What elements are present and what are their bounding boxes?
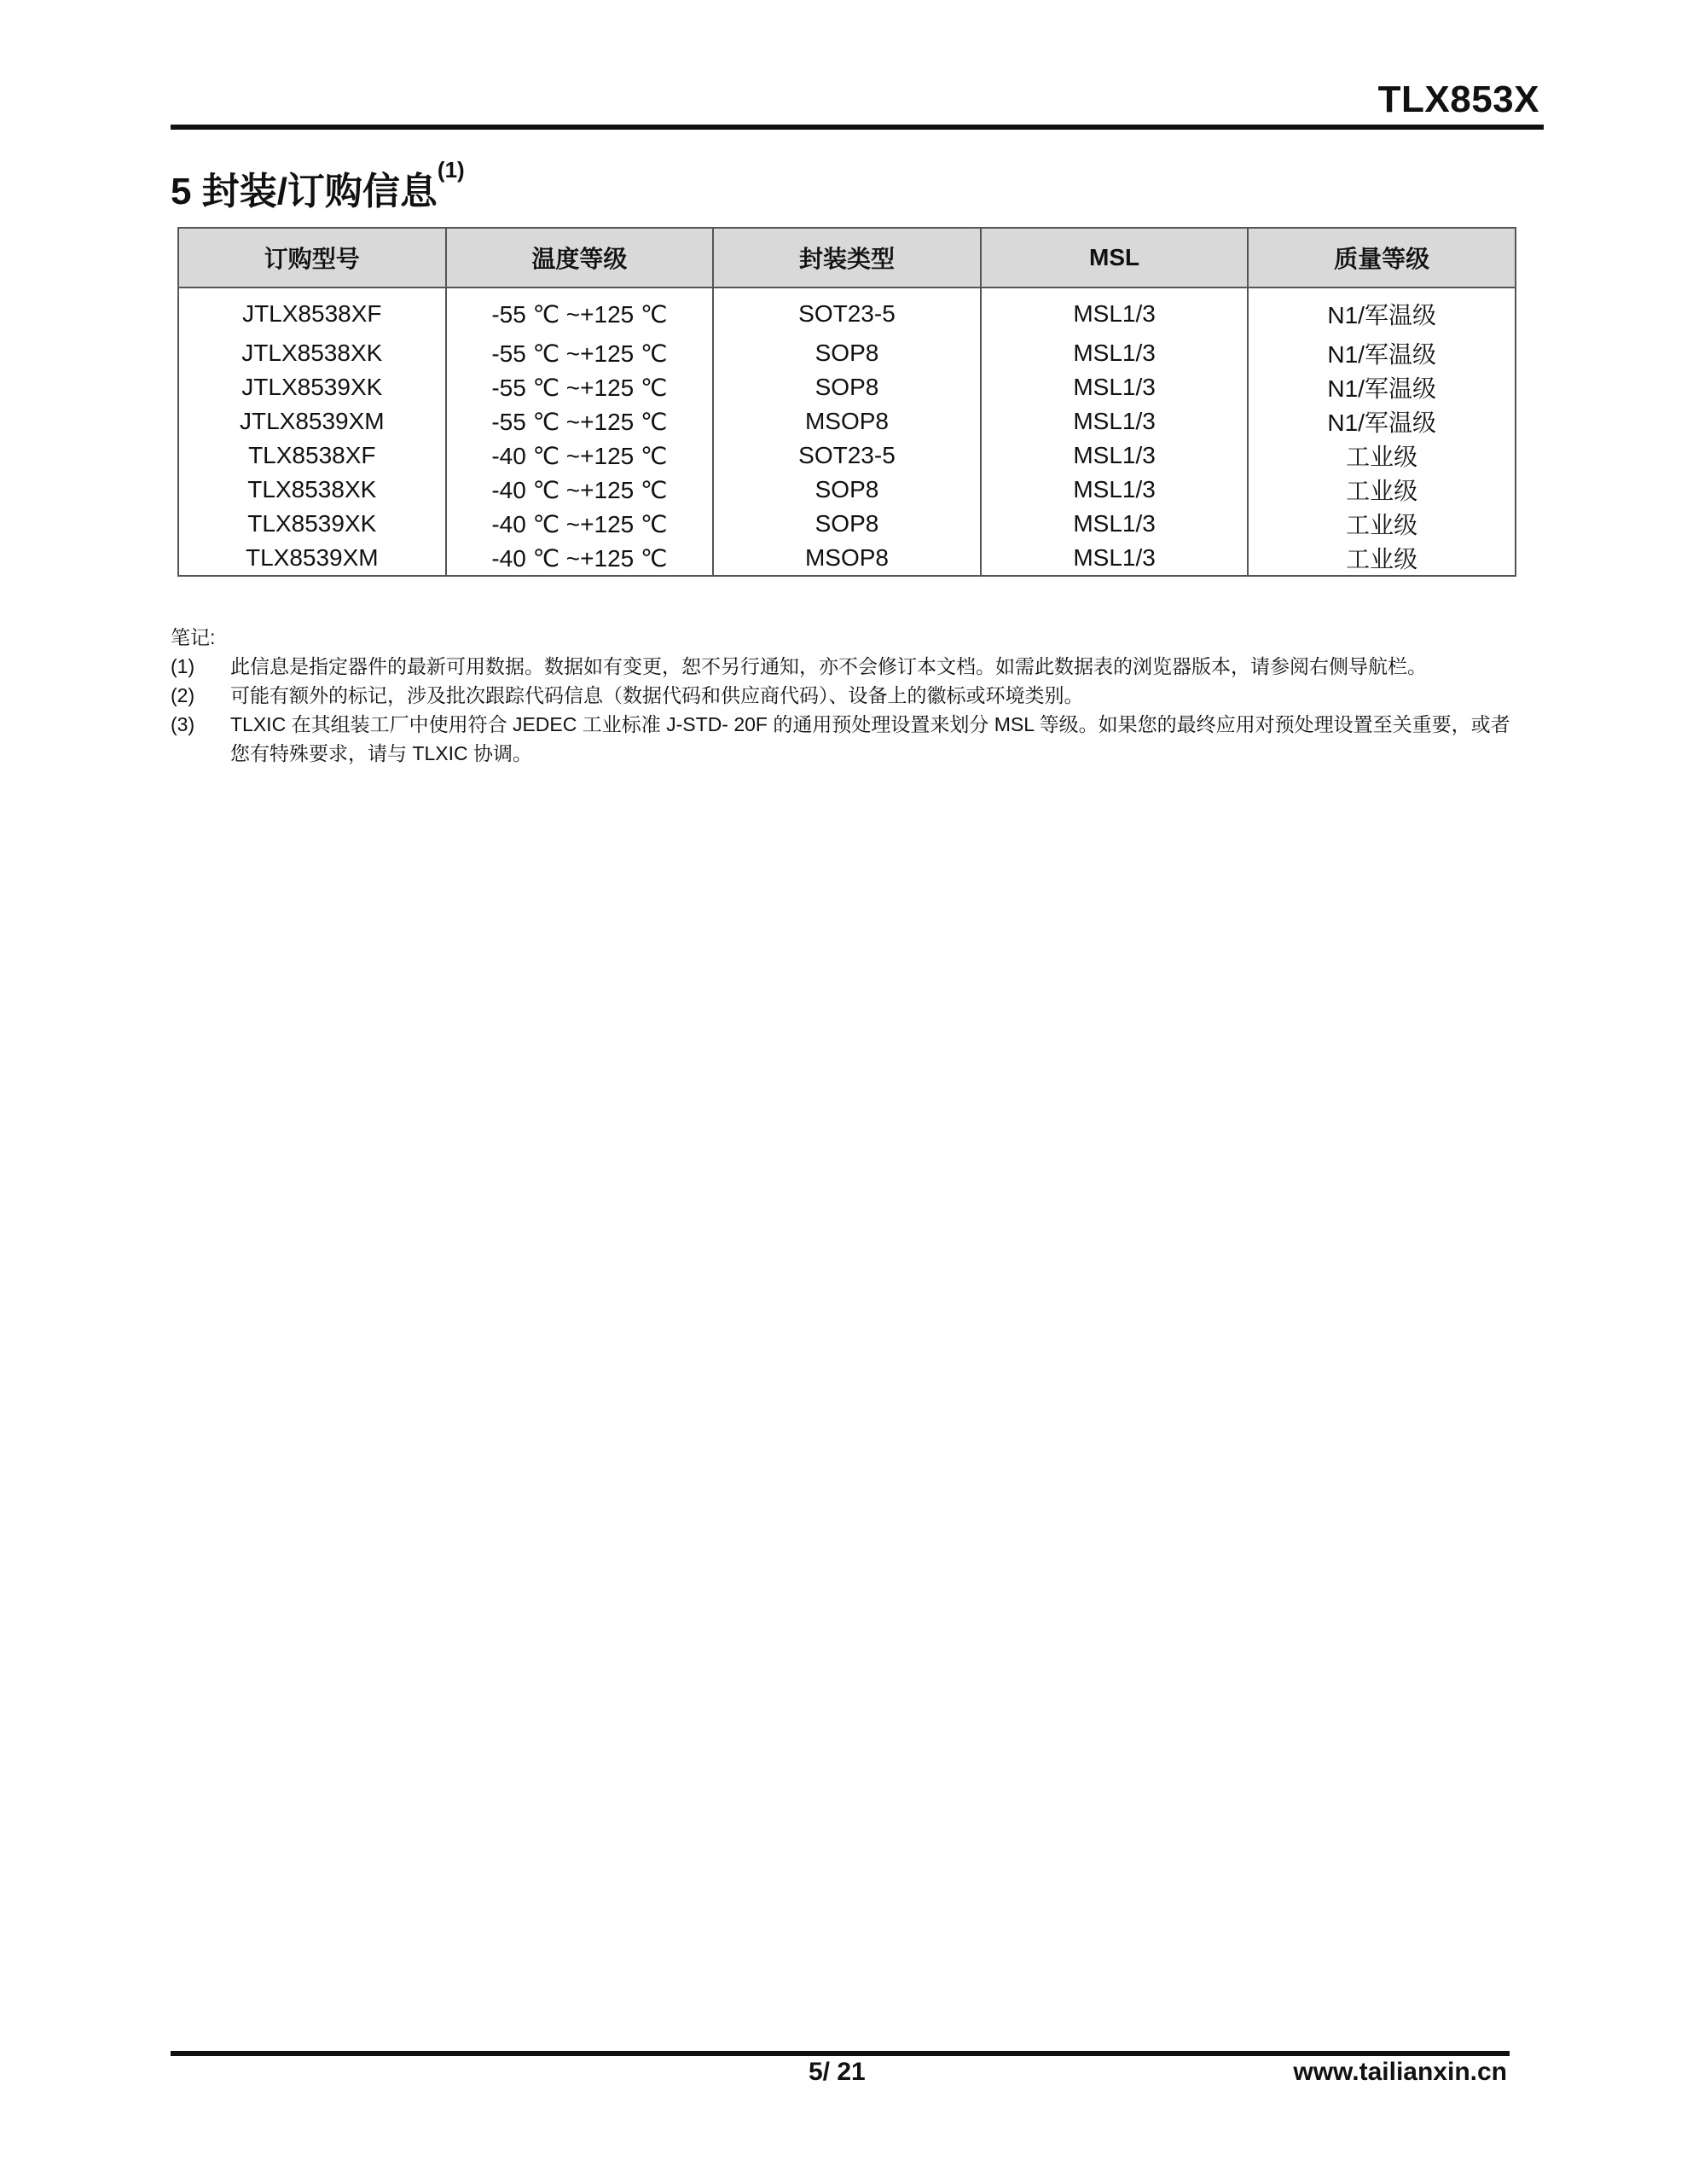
cell-temperature: -55 ℃ ~+125 ℃ (446, 336, 714, 370)
cell-quality: N1/军温级 (1248, 288, 1516, 336)
cell-order-number: JTLX8538XK (178, 336, 446, 370)
website-link[interactable]: www.tailianxin.cn (1293, 2058, 1507, 2086)
cell-package: SOP8 (713, 473, 981, 507)
cell-package: MSOP8 (713, 404, 981, 439)
cell-msl: MSL1/3 (981, 439, 1249, 473)
cell-msl: MSL1/3 (981, 288, 1249, 336)
cell-quality: N1/军温级 (1248, 404, 1516, 439)
cell-quality: 工业级 (1248, 541, 1516, 576)
cell-package: SOP8 (713, 507, 981, 541)
table-row (178, 370, 1516, 404)
note-item (171, 681, 1518, 710)
cell-quality: 工业级 (1248, 507, 1516, 541)
section-title-text: 5 封装/订购信息 (171, 171, 438, 212)
note-item (171, 710, 1518, 768)
cell-msl: MSL1/3 (981, 336, 1249, 370)
col-header-package: 封装类型 (713, 228, 981, 288)
note-number: (1) (171, 655, 195, 677)
cell-package: SOP8 (713, 336, 981, 370)
note-text: 可能有额外的标记，涉及批次跟踪代码信息（数据代码和供应商代码）、设备上的徽标或环境类别。 (230, 684, 1084, 706)
col-header-quality: 质量等级 (1248, 228, 1516, 288)
col-header-order-number: 订购型号 (178, 228, 446, 288)
cell-quality: N1/军温级 (1248, 336, 1516, 370)
cell-order-number: JTLX8539XK (178, 370, 446, 404)
col-header-temperature: 温度等级 (446, 228, 714, 288)
header-title: TLX853X (1377, 78, 1539, 120)
cell-quality: N1/军温级 (1248, 370, 1516, 404)
cell-msl: MSL1/3 (981, 541, 1249, 576)
cell-package: SOT23-5 (713, 288, 981, 336)
cell-temperature: -55 ℃ ~+125 ℃ (446, 288, 714, 336)
cell-temperature: -40 ℃ ~+125 ℃ (446, 541, 714, 576)
ordering-table (177, 227, 1516, 577)
cell-package: SOP8 (713, 370, 981, 404)
table-header-row (178, 228, 1516, 288)
note-text: TLXIC 在其组装工厂中使用符合 JEDEC 工业标准 J-STD- 20F 的通用预处理设置来划分 MSL 等级。如果您的最终应用对预处理设置至关重要，或者您有特殊要求，请与 TLXIC 协调。 (230, 713, 1510, 764)
note-item (171, 652, 1518, 681)
table-row (178, 336, 1516, 370)
cell-temperature: -40 ℃ ~+125 ℃ (446, 439, 714, 473)
cell-order-number: JTLX8538XF (178, 288, 446, 336)
cell-temperature: -55 ℃ ~+125 ℃ (446, 404, 714, 439)
cell-order-number: TLX8538XK (178, 473, 446, 507)
cell-quality: 工业级 (1248, 439, 1516, 473)
section-title-footnote: (1) (437, 157, 465, 183)
cell-package: MSOP8 (713, 541, 981, 576)
cell-msl: MSL1/3 (981, 507, 1249, 541)
note-text: 此信息是指定器件的最新可用数据。数据如有变更，恕不另行通知，亦不会修订本文档。如需此数据表的浏览器版本，请参阅右侧导航栏。 (230, 655, 1427, 677)
cell-msl: MSL1/3 (981, 370, 1249, 404)
table-row (178, 473, 1516, 507)
footer-rule (171, 2051, 1510, 2056)
cell-package: SOT23-5 (713, 439, 981, 473)
cell-order-number: JTLX8539XM (178, 404, 446, 439)
table-row (178, 288, 1516, 336)
cell-order-number: TLX8539XK (178, 507, 446, 541)
table-row (178, 439, 1516, 473)
cell-msl: MSL1/3 (981, 473, 1249, 507)
page-number: 5/ 21 (809, 2058, 866, 2086)
cell-temperature: -40 ℃ ~+125 ℃ (446, 507, 714, 541)
cell-temperature: -55 ℃ ~+125 ℃ (446, 370, 714, 404)
col-header-msl: MSL (981, 228, 1249, 288)
table-row (178, 541, 1516, 576)
cell-msl: MSL1/3 (981, 404, 1249, 439)
cell-order-number: TLX8538XF (178, 439, 446, 473)
cell-quality: 工业级 (1248, 473, 1516, 507)
table-row (178, 404, 1516, 439)
section-title (171, 157, 465, 215)
cell-temperature: -40 ℃ ~+125 ℃ (446, 473, 714, 507)
header-rule (171, 125, 1544, 130)
cell-order-number: TLX8539XM (178, 541, 446, 576)
table-row (178, 507, 1516, 541)
notes-section (171, 623, 1518, 768)
notes-heading: 笔记: (171, 626, 216, 648)
note-number: (2) (171, 684, 195, 706)
note-number: (3) (171, 713, 195, 735)
